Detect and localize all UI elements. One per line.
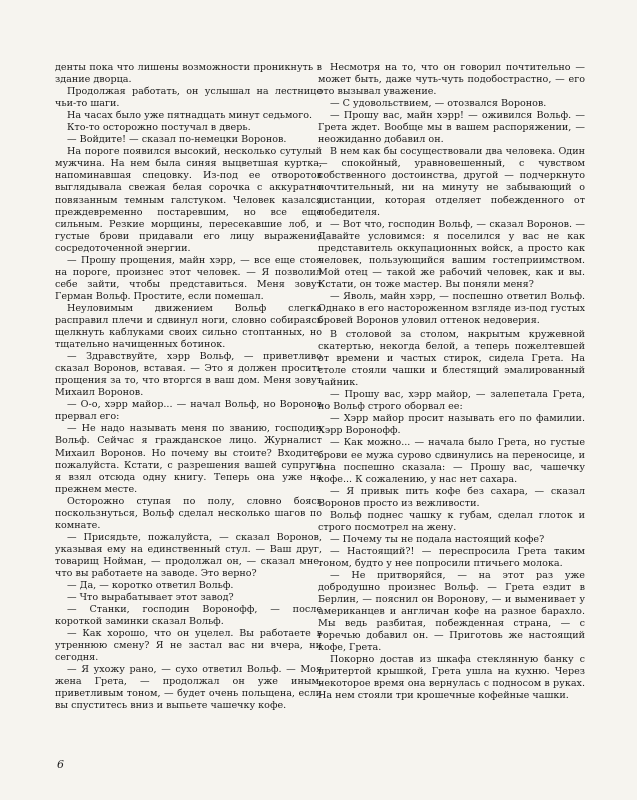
paragraph: Покорно достав из шкафа стеклянную банку с притертой крышкой, Грета ушла на кухню. Через некоторое время она вернулась с подносом в руках. На нем стояли три крошечные кофейные чашки. bbox=[318, 654, 585, 702]
paragraph: — Настоящий?! — переспросила Грета таким тоном, будто у нее попросили птичьего молока. bbox=[318, 545, 585, 569]
paragraph: В нем как бы сосуществовали два человека. Один — спокойный, уравновешенный, с чувством собственного достоинства, другой — подчеркнуто почтительный, ни на минуту не забывающий о дистанции, которая отделяет побежденного от победителя. bbox=[318, 146, 585, 218]
paragraph: — Прошу вас, майн хэрр! — оживился Вольф. — Грета ждет. Вообще мы в вашем распоряжении, — неожиданно добавил он. bbox=[318, 110, 585, 146]
paragraph: — Что вырабатывает этот завод? bbox=[67, 592, 234, 604]
paragraph: — Здравствуйте, хэрр Вольф, — приветливо сказал Воронов, вставая. — Это я должен просить прощения за то, что вторгся в ваш дом. Меня зовут Михаил Воронов. bbox=[55, 351, 322, 399]
paragraph: — Станки, господин Воронофф, — после короткой заминки сказал Вольф. bbox=[55, 604, 322, 628]
paragraph: — Прошу вас, хэрр майор, — залепетала Грета, но Вольф строго оборвал ее: bbox=[318, 389, 585, 413]
paragraph: Продолжая работать, он услышал на лестнице чьи-то шаги. bbox=[55, 86, 322, 110]
paragraph: Кто-то осторожно постучал в дверь. bbox=[67, 122, 251, 134]
paragraph: — Яволь, майн хэрр, — поспешно ответил Вольф. Однако в его настороженном взгляде из-под густых бровей Воронов уловил оттенок недоверия. bbox=[318, 290, 585, 326]
paragraph: — Не надо называть меня по званию, господин Вольф. Сейчас я гражданское лицо. Журналист Михаил Воронов. Но почему вы стоите? Входите, пожалуйста. Кстати, с разрешения вашей супруги я взял отсюда одну книгу. Теперь она уже на прежнем месте. bbox=[55, 423, 322, 495]
paragraph: Неуловимым движением Вольф слегка расправил плечи и сдвинул ноги, словно собираясь щелкнуть каблуками своих сильно стоптанных, но тщательно начищенных ботинок. bbox=[55, 302, 322, 351]
paragraph: — Как хорошо, что он уцелел. Вы работаете в утреннюю смену? Я не застал вас ни вчера, ни сегодня. bbox=[55, 628, 322, 664]
paragraph: — Присядьте, пожалуйста, — сказал Воронов, указывая ему на единственный стул. — Ваш друг, товарищ Нойман, — продолжал он, — сказал мне, что вы работаете на заводе. Это верно? bbox=[55, 531, 322, 579]
paragraph: — Я привык пить кофе без сахара, — сказал Воронов просто из вежливости. bbox=[318, 485, 585, 509]
paragraph: На часах было уже пятнадцать минут седьмого. bbox=[67, 110, 313, 122]
left-text-column bbox=[55, 62, 322, 713]
paragraph: — Почему ты не подала настоящий кофе? bbox=[330, 533, 545, 545]
right-text-column bbox=[318, 62, 585, 702]
paragraph: — Не притворяйся, — на этот раз уже добродушно произнес Вольф. — Грета ездит в Берлин, — пояснил он Воронову, — и выменивает у американцев и англичан кофе на разное барахло. Мы ведь разбитая, побежденная страна, — с горечью добавил он. — Приготовь же настоящий кофе, Грета. bbox=[318, 569, 585, 654]
paragraph: — О-о, хэрр майор... — начал Вольф, но Воронов прервал его: bbox=[55, 399, 322, 423]
paragraph: Осторожно ступая по полу, словно боясь поскользнуться, Вольф сделал несколько шагов по комнате. bbox=[55, 495, 322, 531]
paragraph: Несмотря на то, что он говорил почтительно — может быть, даже чуть-чуть подобострастно, — его это вызывал уважение. bbox=[318, 62, 585, 98]
paragraph: — Я ухожу рано, — сухо ответил Вольф. — Моя жена Грета, — продолжал он уже иным, приветливым тоном, — будет очень польщена, если вы спуститесь вниз и выпьете чашечку кофе. bbox=[55, 664, 322, 712]
paragraph: — Прошу прощения, майн хэрр, — все еще стоя на пороге, произнес этот человек. — Я позволил себе зайти, чтобы представиться. Меня зовут Герман Вольф. Простите, если помешал. bbox=[55, 254, 322, 302]
paragraph: — Как можно... — начала было Грета, но густые брови ее мужа сурово сдвинулись на переносице, и она поспешно сказала: — Прошу вас, чашечку кофе... К сожалению, у нас нет сахара. bbox=[318, 437, 585, 485]
paragraph: — С удовольствием, — отозвался Воронов. bbox=[330, 98, 547, 110]
paragraph: Вольф поднес чашку к губам, сделал глоток и строго посмотрел на жену. bbox=[318, 509, 585, 533]
paragraph: В столовой за столом, накрытым кружевной скатертью, некогда белой, а теперь пожелтевшей от времени и частых стирок, сидела Грета. На столе стояли чашки и блестящий эмалированный чайник. bbox=[318, 329, 585, 389]
paragraph: — Войдите! — сказал по-немецки Воронов. bbox=[67, 134, 287, 146]
page-number: 6 bbox=[57, 758, 64, 771]
paragraph: — Вот что, господин Вольф, — сказал Воронов. — Давайте условимся: я поселился у вас не как представитель оккупационных войск, а просто как человек, пользующийся вашим гостеприимством. Мой отец — такой же рабочий человек, как и вы. Кстати, он тоже мастер. Вы поняли меня? bbox=[318, 218, 585, 290]
paragraph: На пороге появился высокий, несколько сутулый мужчина. На нем была синяя выцветшая куртка, напоминавшая спецовку. Из-под ее отворотов выглядывала свежая белая сорочка с аккуратно повязанным темным галстуком. Человек казался преждевременно постаревшим, но все еще сильным. Резкие морщины, пересекавшие лоб, и густые брови придавали его лицу выражение сосредоточенной энергии. bbox=[55, 146, 322, 254]
paragraph: — Хэрр майор просит называть его по фамилии. Хэрр Воронофф. bbox=[318, 413, 585, 437]
paragraph: — Да, — коротко ответил Вольф. bbox=[67, 580, 234, 592]
paragraph: денты пока что лишены возможности проникнуть в здание дворца. bbox=[55, 62, 322, 86]
